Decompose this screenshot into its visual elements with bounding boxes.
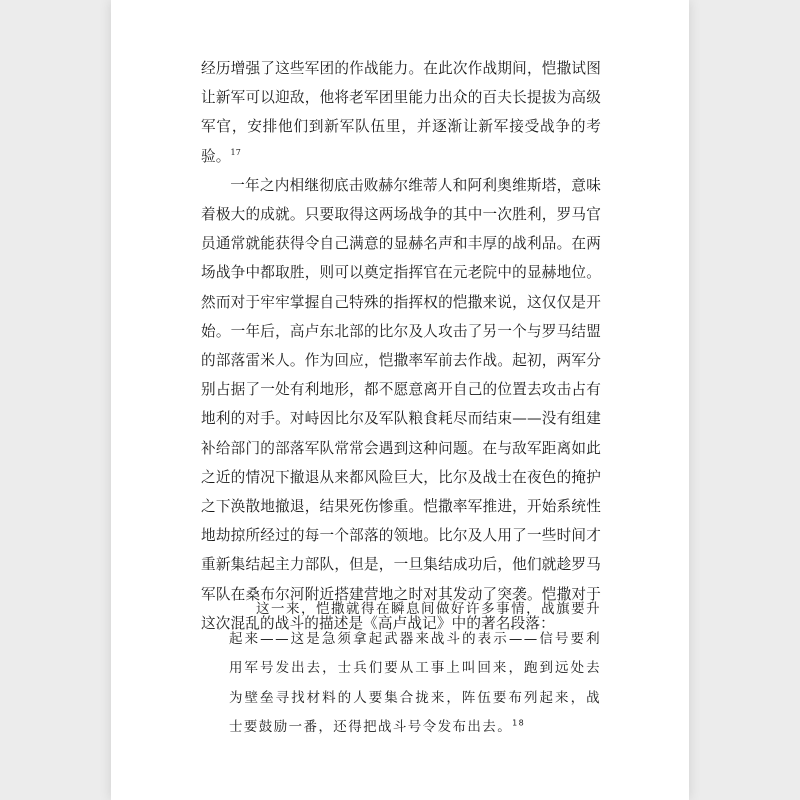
paragraph-2 bbox=[201, 171, 601, 638]
footnote-18[interactable]: 18 bbox=[512, 718, 526, 728]
paragraph-2-text: 一年之内相继彻底击败赫尔维蒂人和阿利奥维斯塔，意味着极大的成就。只要取得这两场战争的其中一次胜利，罗马官员通常就能获得令自己满意的显赫名声和丰厚的战利品。在两场战争中都取胜，则可以奠定指挥官在元老院中的显赫地位。然而对于牢牢掌握自己特殊的指挥权的恺撒来说，这仅仅是开始。一年后，高卢东北部的比尔及人攻击了另一个与罗马结盟的部落雷米人。作为回应，恺撒率军前去作战。起初，两军分别占据了一处有利地形，都不愿意离开自己的位置去攻击占有地利的对手。对峙因比尔及军队粮食耗尽而结束——没有组建补给部门的部落军队常常会遇到这种问题。在与敌军距离如此之近的情况下撤退从来都风险巨大，比尔及战士在夜色的掩护之下涣散地撤退，结果死伤惨重。恺撒率军推进，开始系统性地劫掠所经过的每一个部落的领地。比尔及人用了一些时间才重新集结起主力部队，但是，一旦集结成功后，他们就趁罗马军队在桑布尔河附近搭建营地之时对其发动了突袭。恺撒对于这次混乱的战斗的描述是《高卢战记》中的著名段落： bbox=[201, 176, 601, 632]
footnote-17[interactable]: 17 bbox=[230, 147, 241, 157]
body-text bbox=[201, 54, 601, 638]
paragraph-1 bbox=[201, 54, 601, 171]
block-quote bbox=[229, 595, 601, 743]
block-quote-text: 这一来，恺撒就得在瞬息间做好许多事情，战旗要升起来——这是急须拿起武器来战斗的表示——信号要利用军号发出去，士兵们要从工事上叫回来，跑到远处去为壁垒寻找材料的人要集合拢来，阵伍要布列起来，战士要鼓励一番，还得把战斗号令发布出去。 bbox=[229, 601, 601, 735]
paragraph-1-text: 经历增强了这些军团的作战能力。在此次作战期间，恺撒试图让新军可以迎敌，他将老军团里能力出众的百夫长提拔为高级军官，安排他们到新军队伍里，并逐渐让新军接受战争的考验。 bbox=[201, 60, 601, 165]
book-page bbox=[111, 0, 689, 800]
